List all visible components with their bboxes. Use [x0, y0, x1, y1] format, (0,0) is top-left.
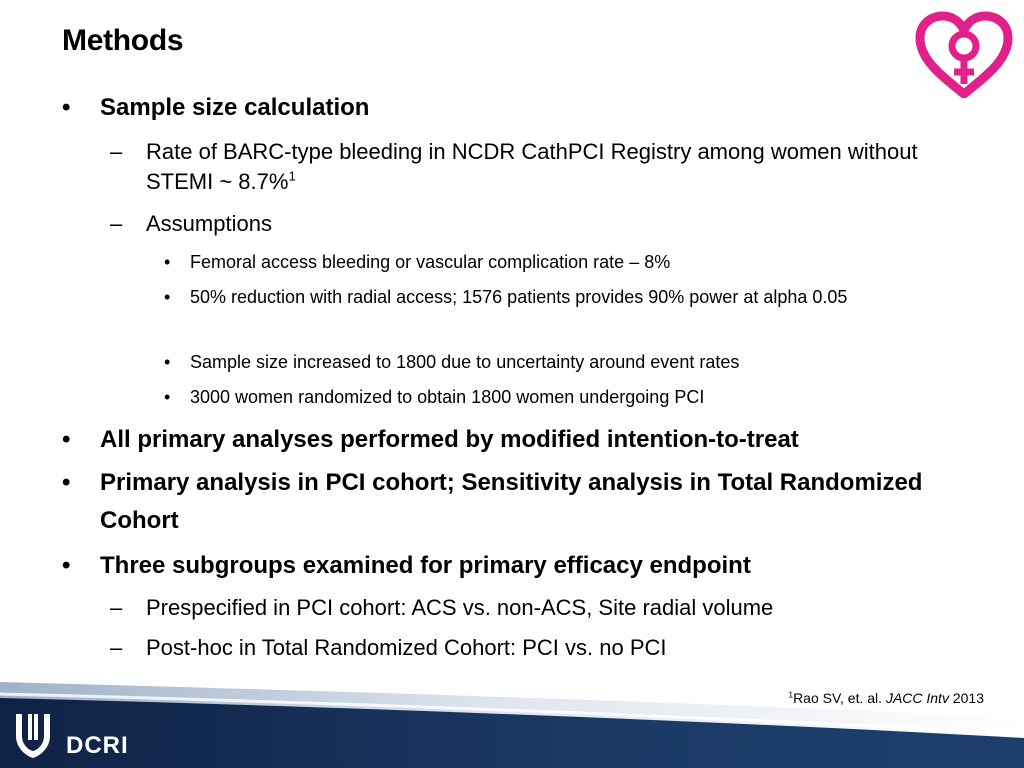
duke-shield-icon: [10, 710, 56, 760]
sub-bullet-item: [110, 593, 956, 623]
bullet-text: Three subgroups examined for primary efficacy endpoint: [100, 552, 751, 579]
slide-title: Methods: [62, 24, 184, 57]
sub-sub-bullet-text: 50% reduction with radial access; 1576 patients provides 90% power at alpha 0.05: [190, 287, 848, 307]
bullet-mark: •: [62, 552, 71, 579]
footnote-journal: JACC Intv: [885, 690, 949, 706]
sub-sub-bullet-text: 3000 women randomized to obtain 1800 women undergoing PCI: [190, 387, 705, 407]
sub-sub-bullet-mark: •: [164, 352, 171, 372]
sub-sub-bullet-text: Femoral access bleeding or vascular complication rate – 8%: [190, 252, 671, 272]
bullet-mark: •: [62, 426, 71, 453]
sub-sub-bullet-item: [164, 284, 920, 311]
sub-sub-bullet-mark: •: [164, 252, 171, 272]
bullet-mark: •: [62, 94, 71, 121]
sub-bullet-mark: –: [110, 595, 123, 620]
sub-bullet-mark: –: [110, 211, 123, 236]
bullet-item: [62, 89, 930, 127]
footnote: [788, 690, 984, 706]
heart-venus-logo-icon: [912, 8, 1016, 98]
sub-sub-bullet-item: [164, 349, 920, 376]
footnote-sup: 1: [788, 689, 794, 700]
bullet-item: [62, 421, 930, 459]
sub-bullet-text: Post-hoc in Total Randomized Cohort: PCI vs. no PCI: [146, 635, 667, 660]
bullet-text: Sample size calculation: [100, 94, 370, 121]
sub-bullet-text: Assumptions: [146, 211, 272, 236]
sub-bullet-item: [110, 633, 956, 663]
footnote-year: 2013: [948, 690, 984, 706]
footer-brand: DCRI: [66, 732, 129, 759]
sub-sub-bullet-item: [164, 249, 920, 276]
bullet-item: [62, 547, 930, 585]
sub-bullet-text: Prespecified in PCI cohort: ACS vs. non-ACS, Site radial volume: [146, 595, 774, 620]
bullet-mark: •: [62, 469, 71, 496]
sub-bullet-text: [146, 137, 956, 197]
sub-bullet-mark: –: [110, 635, 123, 660]
sub-bullet-text-body: Rate of BARC-type bleeding in NCDR CathPCI Registry among women without STEMI ~ 8.7%: [146, 139, 918, 194]
sub-bullet-item: [110, 209, 956, 239]
sub-sub-bullet-mark: •: [164, 387, 171, 407]
bullet-item: [62, 464, 930, 540]
sub-sub-bullet-item: [164, 384, 920, 411]
sub-bullet-mark: –: [110, 139, 123, 164]
bullet-text: Primary analysis in PCI cohort; Sensitivity analysis in Total Randomized Cohort: [100, 469, 923, 534]
sub-sub-bullet-mark: •: [164, 287, 171, 307]
sub-sub-bullet-text: Sample size increased to 1800 due to uncertainty around event rates: [190, 352, 740, 372]
footnote-ref: 1: [288, 168, 296, 184]
footnote-authors: Rao SV, et. al.: [793, 690, 886, 706]
bullet-text: All primary analyses performed by modified intention-to-treat: [100, 426, 799, 453]
sub-bullet-item: [110, 137, 956, 197]
